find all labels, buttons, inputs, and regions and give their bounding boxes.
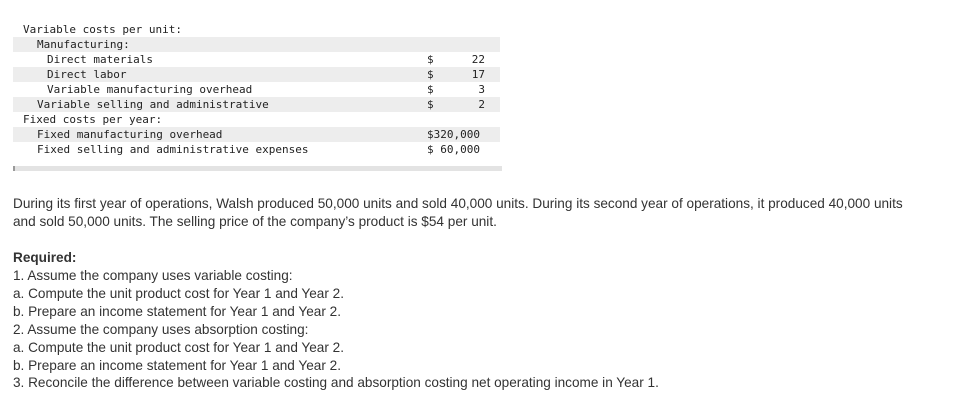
cost-label: Direct materials bbox=[47, 53, 153, 66]
cost-label: Variable selling and administrative bbox=[37, 98, 269, 111]
cost-amount: $ 60,000 bbox=[427, 143, 480, 156]
cost-amount: 3 bbox=[478, 83, 485, 96]
currency-symbol: $ bbox=[427, 83, 434, 96]
cost-amount: 2 bbox=[478, 98, 485, 111]
list-item: a. Compute the unit product cost for Year 1 and Year 2. bbox=[13, 285, 345, 301]
paragraph-text: During its first year of operations, Walsh produced 50,000 units and sold 40,000 units. During its second year of operations, it produced 40,000 units and sold 50,000 units. The selling price of the company’s product is $54 per unit. bbox=[13, 196, 903, 229]
currency-symbol: $ bbox=[427, 68, 434, 81]
list-item: 2. Assume the company uses absorption costing: bbox=[13, 321, 309, 337]
currency-symbol: $ bbox=[427, 98, 434, 111]
manufacturing-header-row bbox=[13, 37, 500, 52]
cost-amount: 17 bbox=[471, 68, 485, 81]
list-item: 3. Reconcile the difference between variable costing and absorption costing net operating income in Year 1. bbox=[13, 375, 659, 391]
cost-label: Variable manufacturing overhead bbox=[47, 83, 253, 96]
cost-label: Fixed manufacturing overhead bbox=[37, 128, 223, 141]
variable-costs-header: Variable costs per unit: bbox=[23, 23, 182, 36]
table-scrollbar[interactable] bbox=[13, 166, 502, 171]
manufacturing-header: Manufacturing: bbox=[37, 38, 130, 51]
cost-amount: 22 bbox=[471, 53, 485, 66]
cost-label: Fixed selling and administrative expenses bbox=[37, 143, 309, 156]
table-row bbox=[13, 82, 500, 97]
problem-paragraph bbox=[13, 195, 913, 230]
variable-costs-header-row bbox=[13, 22, 500, 37]
list-item: a. Compute the unit product cost for Year 1 and Year 2. bbox=[13, 339, 345, 355]
cost-label: Direct labor bbox=[47, 68, 127, 81]
table-row bbox=[13, 67, 500, 82]
cost-data-table bbox=[13, 22, 500, 157]
list-item: b. Prepare an income statement for Year 1 and Year 2. bbox=[13, 357, 341, 373]
list-item: 1. Assume the company uses variable costing: bbox=[13, 268, 293, 283]
table-row bbox=[13, 97, 500, 112]
fixed-costs-header-row bbox=[13, 112, 500, 127]
required-heading: Required: bbox=[13, 250, 77, 265]
list-item: b. Prepare an income statement for Year 1 and Year 2. bbox=[13, 303, 341, 319]
table-row bbox=[13, 127, 500, 142]
fixed-costs-header: Fixed costs per year: bbox=[23, 113, 163, 126]
required-list bbox=[13, 267, 659, 392]
currency-symbol: $ bbox=[427, 53, 434, 66]
table-row bbox=[13, 52, 500, 67]
table-row bbox=[13, 142, 500, 157]
cost-amount: $320,000 bbox=[427, 128, 480, 141]
